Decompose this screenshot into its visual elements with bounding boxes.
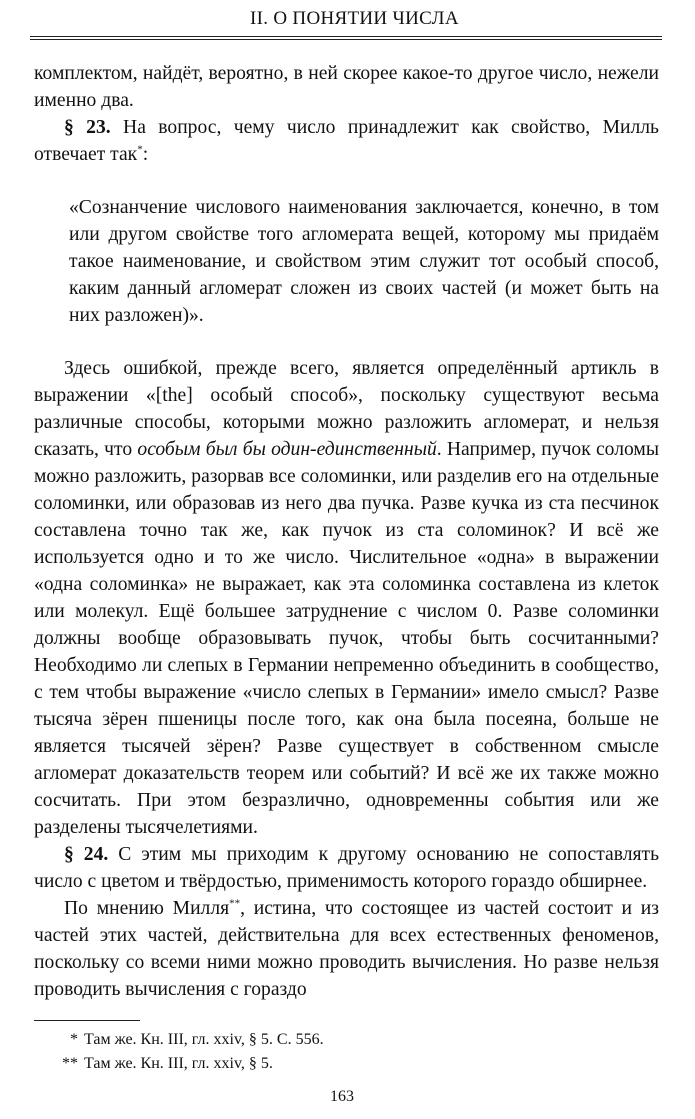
footnote-text: Там же. Кн. III, гл. xxiv, § 5. <box>84 1055 273 1072</box>
footnote-rule <box>34 1020 140 1021</box>
body-text <box>34 60 659 1003</box>
footnote-item <box>52 1028 324 1052</box>
paragraph-text: Здесь ошибкой, прежде всего, является определённый артикль в выражении «[the] особый способ», поскольку существуют весьма различные способы, которыми можно разложить агломерат, и нельзя сказать, что <box>34 358 659 460</box>
paragraph-text: , истина, что состоящее из частей состоит и из частей этих частей, действительна для всех естественных феноменов, поскольку со всеми ними можно проводить вычисления. Но разве нельзя проводить вычисления с гораздо <box>34 898 659 1000</box>
page-number: 163 <box>330 1088 354 1105</box>
footnote-mark: ** <box>62 1055 78 1072</box>
paragraph-text: На вопрос, чему число принадлежит как свойство, Милль отвечает так <box>34 117 659 165</box>
paragraph-section-24 <box>34 841 659 895</box>
section-number: § 23. <box>64 117 111 138</box>
running-head: II. О ПОНЯТИИ ЧИСЛА <box>250 8 459 29</box>
paragraph-section-23 <box>34 114 659 168</box>
paragraph-text: : <box>142 144 149 165</box>
section-number: § 24. <box>64 844 109 865</box>
footnote-text: Там же. Кн. III, гл. xxiv, § 5. С. 556. <box>84 1031 324 1048</box>
paragraph-mill <box>34 895 659 1003</box>
paragraph-main <box>34 355 659 841</box>
paragraph-continuation: комплектом, найдёт, вероятно, в ней скорее какое-то другое число, нежели именно два. <box>34 63 659 111</box>
footnote-ref[interactable]: * <box>137 143 143 156</box>
paragraph-text: С этим мы приходим к другому основанию не сопоставлять число с цветом и твёрдостью, применимость которого гораздо обширнее. <box>34 844 660 892</box>
paragraph-text: . Например, пучок соломы можно разложить, разорвав все соломинки, или разделив его на отдельные соломинки, или образовав из него два пучка. Разве кучка из ста песчинок составлена точно так же, как пучок из ста соломинок? И всё же используется одно и то же число. Числительное «одна» в выражении «одна соломинка» не выражает, как эта соломинка составлена из клеток или молекул. Ещё большее затруднение с числом 0. Разве соломинки должны вообще образовывать пучок, чтобы быть сосчитанными? Необходимо ли слепых в Германии непременно объединить в сообщество, с тем чтобы выражение «число слепых в Германии» имело смысл? Разве тысяча зёрен пшеницы после того, как она была посеяна, больше не является тысячей зёрен? Разве существует в собственном смысле агломерат доказательств теорем или событий? И всё же их также можно сосчитать. При этом безразлично, одновременны события или же разделены тысячелетиями. <box>34 439 659 838</box>
paragraph-text: По мнению Милля <box>64 898 230 919</box>
footnotes <box>52 1028 324 1076</box>
header-rule <box>30 36 662 40</box>
emphasis-text: особым был бы один-единственный <box>137 439 437 460</box>
footnote-mark: * <box>70 1031 78 1048</box>
footnote-ref[interactable]: ** <box>229 897 241 910</box>
footnote-item <box>52 1052 324 1076</box>
block-quote: «Сознанчение числового наименования заключается, конечно, в том или другом свойстве того агломерата вещей, которому мы придаём такое наименование, и свойством этим служит тот особый способ, каким данный агломерат сложен из своих частей (и может быть на них разложен)». <box>69 197 659 326</box>
